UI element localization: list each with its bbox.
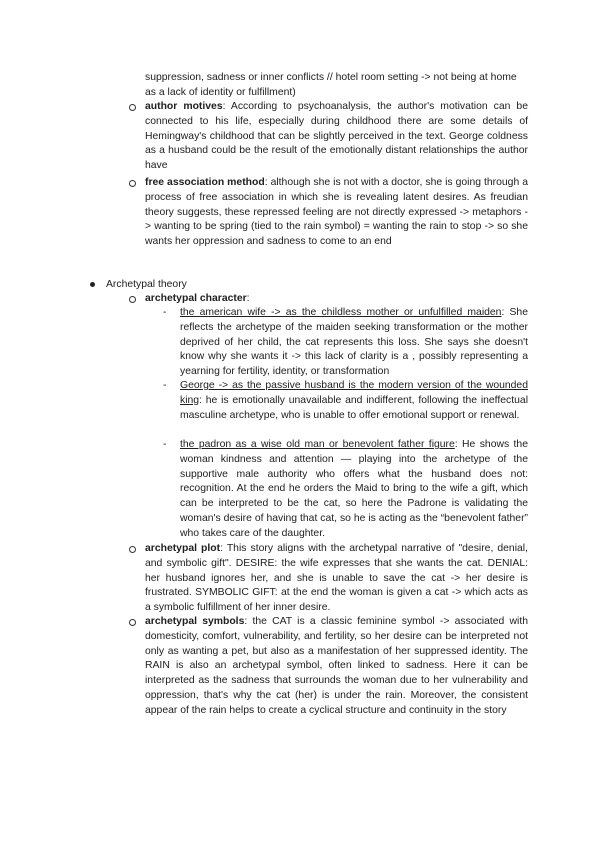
free-association-term: free association method [145, 177, 265, 188]
george-text: : he is emotionally unavailable and indifferent, following the ineffectual masculine archetype, who is unable to offer emotional support or renewal. [180, 394, 528, 421]
george-heading: George -> as the passive husband is the modern version of the wounded king [180, 380, 528, 406]
archetypal-character-colon: : [246, 293, 250, 304]
archetypal-plot-term: archetypal plot [145, 543, 221, 554]
american-wife-heading: the american wife -> as the childless mother or unfulfilled maiden [180, 307, 502, 318]
hollow-bullet-icon [129, 619, 136, 626]
dash-bullet: - [163, 307, 167, 318]
hollow-bullet-icon [129, 296, 136, 303]
free-association-item [145, 176, 528, 250]
archetypal-theory-heading: Archetypal theory [106, 279, 187, 290]
free-association-text: : although she is not with a doctor, she is going through a process of free association in which she is revealing latent desires. As freudian theory suggests, these repressed feeling are not directly expressed -> metaphors -> wanting to be spring (tied to the rain symbol) = wanting the rain to stop -> so she wants her oppression and sadness to come to an end [145, 177, 528, 248]
archetypal-symbols-term: archetypal symbols [145, 616, 245, 627]
hollow-bullet-icon [129, 180, 136, 187]
character-item-padrone [180, 438, 528, 542]
archetypal-plot-text: : This story aligns with the archetypal narrative of "desire, denial, and symbolic gift". DESIRE: the wife expresses that she wants the cat. DENIAL: her husband ignores her, and she is unable to save the cat -> her desire is frustrated. SYMBOLIC GIFT: at the end the woman is given a cat -> which acts as a symbolic fulfillment of her inner desire. [145, 543, 528, 614]
hollow-bullet-icon [129, 546, 136, 553]
archetypal-symbols-text: : the CAT is a classic feminine symbol -> associated with domesticity, comfort, vulnerability, and fertility, so her desire can be interpreted not only as wanting a pet, but also as a manifestation of her suppressed identity. The RAIN is also an archetypal symbol, often linked to sadness. Here it can be interpreted as the sadness that surrounds the woman due to her vulnerability and oppression, that's why the cat (her) is under the rain. Moreover, the consistent appear of the rain helps to create a cyclical structure and continuity in the story [145, 616, 528, 716]
character-item-george [180, 379, 528, 423]
suppression-continuation: suppression, sadness or inner conflicts // hotel room setting -> not being at home as a lack of identity or fulfillment) [145, 72, 517, 98]
author-motives-text: : According to psychoanalysis, the author's motivation can be connected to his life, especially during childhood there are some details of Hemingway's childhood that can be slightly perceived in the text. George coldness as a husband could be the result of the emotionally distant relationships the author have [145, 101, 528, 172]
padrone-heading: the padron as a wise old man or benevolent father figure [180, 439, 455, 450]
filled-bullet-icon [90, 282, 95, 287]
padrone-text: : He shows the woman kindness and attention — playing into the archetype of the supportive male authority who offers what the husband does not: recognition. At the end he orders the Maid to bring to the wife a gift, which can be interpreted to be the cat, so here the Padrone is validating the woman's desire of having that cat, so he is acting as the “benevolent father” who takes care of the daughter. [180, 439, 528, 539]
author-motives-item [145, 100, 528, 174]
archetypal-character-term: archetypal character [145, 293, 247, 304]
archetypal-plot-item [145, 542, 528, 616]
hollow-bullet-icon [129, 104, 136, 111]
dash-bullet: - [163, 439, 167, 450]
dash-bullet: - [163, 380, 167, 391]
author-motives-term: author motives [145, 101, 223, 112]
american-wife-text: : She reflects the archetype of the maiden seeking transformation or the mother deprived of her child, the cat represents this loss. She says she doesn't know why she wants it -> this lack of clarity is a , possibly representing a yearning for fertility, identity, or transformation [180, 307, 528, 378]
archetypal-symbols-item [145, 615, 528, 719]
character-item-american-wife [180, 306, 528, 380]
archetypal-character-item [145, 292, 528, 307]
